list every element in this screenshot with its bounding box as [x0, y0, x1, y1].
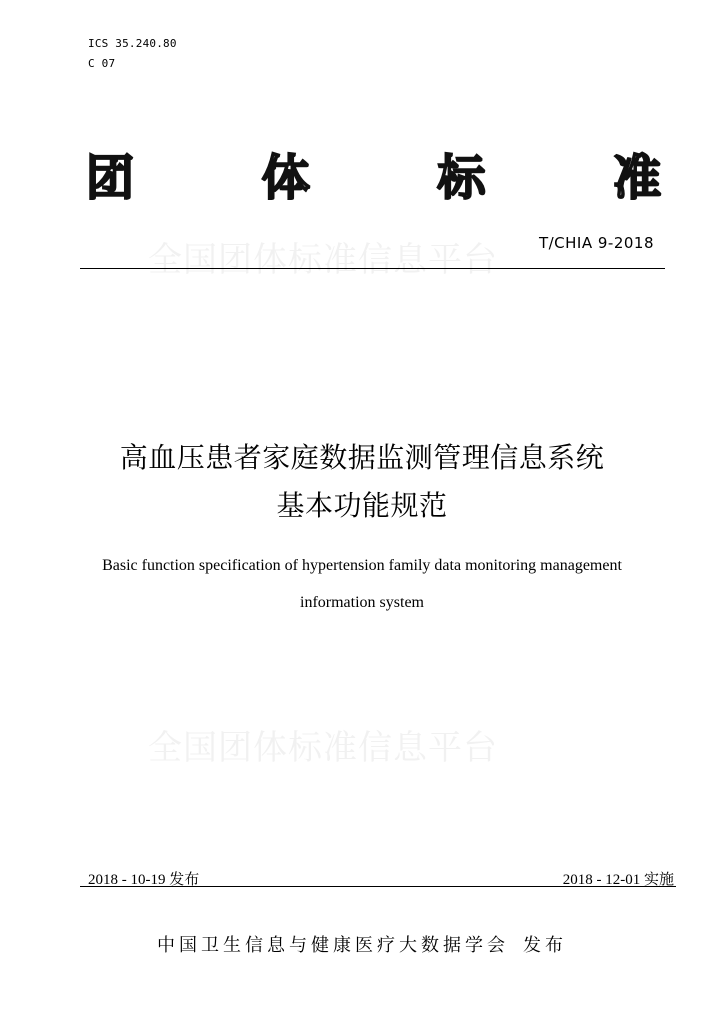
doc-type-char: 团: [86, 150, 135, 206]
title-cn-line1: 高血压患者家庭数据监测管理信息系统: [119, 441, 605, 474]
bottom-rule: [80, 886, 676, 887]
title-en-line1: Basic function specification of hypertension family data monitoring management: [102, 557, 622, 574]
doc-type-char: 体: [261, 150, 310, 206]
top-rule: [80, 268, 665, 269]
ccs-code: C 07: [88, 57, 116, 70]
issue-date: 2018 - 10-19 发布: [88, 872, 200, 888]
effective-date: 2018 - 12-01 实施: [562, 872, 674, 888]
publisher: [0, 931, 724, 957]
doc-type-char: 准: [612, 150, 661, 206]
title-en-line2: information system: [300, 594, 424, 611]
watermark-middle: 全国团体标准信息平台: [148, 728, 498, 768]
publisher-suffix: 发布: [523, 935, 567, 956]
document-type-heading: [86, 148, 661, 208]
standard-code: T/CHIA 9-2018: [538, 234, 654, 252]
watermark-top: 全国团体标准信息平台: [148, 240, 498, 280]
doc-type-char: 标: [437, 150, 486, 206]
ics-code: ICS 35.240.80: [88, 37, 177, 50]
publisher-name: 中国卫生信息与健康医疗大数据学会: [157, 935, 509, 956]
title-cn-line2: 基本功能规范: [276, 489, 448, 522]
